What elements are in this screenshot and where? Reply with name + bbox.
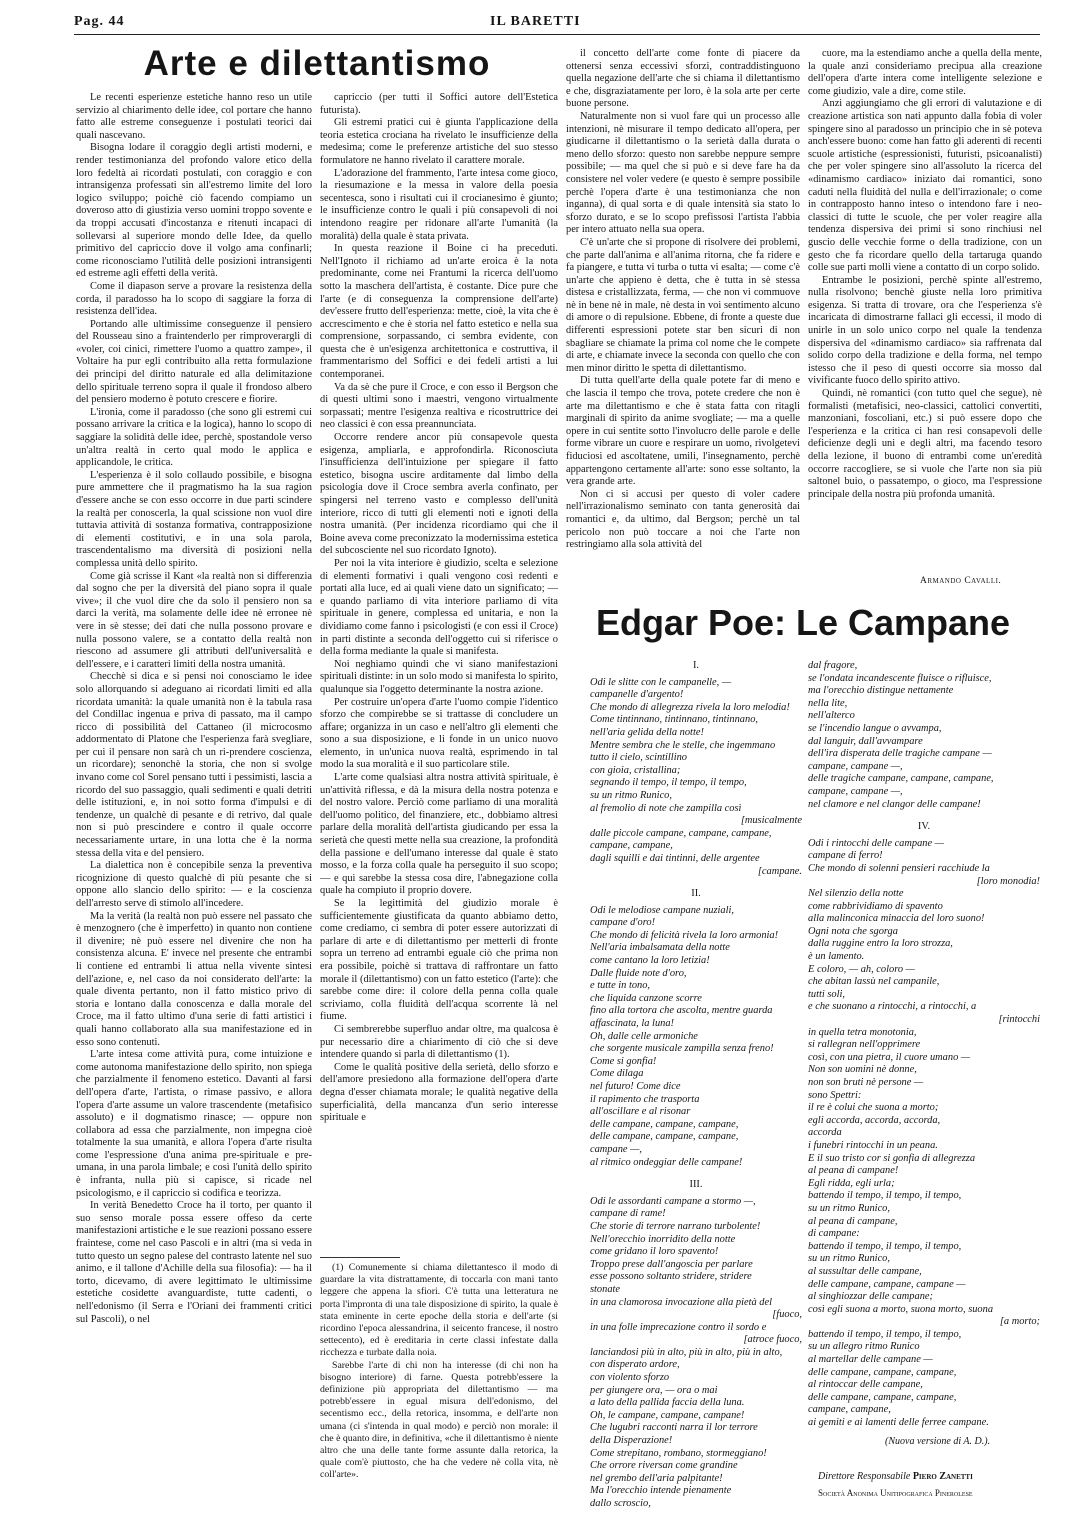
poem-line: nella lite, (808, 697, 848, 709)
poem-line: su un allegro ritmo Runico (808, 1341, 920, 1353)
poem-line: al rintoccar delle campane, (808, 1379, 923, 1391)
poem-line: su un ritmo Runico, (590, 789, 672, 801)
poem-line: al peana di campane, (808, 1215, 898, 1227)
poem-line: in quella tetra monotonia, (808, 1026, 917, 1038)
paragraph: Anzi aggiungiamo che gli errori di valutazione e di creazione artistica son nati appunto dalla fobia di voler spingere sino al paradosso un principio che in sè poteva anch'essere buono: come han fatto gli aderenti di recenti scuole artistiche (espressionisti, futuristi, psicoanalisti) che per voler spingere sino all'assoluto la ricerca del «dinamismo cardiaco» iniziato dai romantici, sono caduti nella fluidità del nulla e dell'irrazionale; o come in contrapposto hanno inteso o intendono fare i neo-classici di tutte le scuole, che per voler reagire alla tendenza dispersiva dei primi si sono rinchiusi nel guscio delle vecchie forme o della tradizione, con un gesto che fa ricordare quello della tartaruga quando colle sue parti molli viene a contatto di un corpo solido. (808, 98, 1042, 274)
paragraph: L'adorazione del frammento, l'arte intesa come gioco, la riesumazione e la messa in valore della poesia secentesca, sono i risultati cui il crocianesimo è giunto; le insufficienze contro le quali i più consapevoli di noi intendono reagire per ridonare all'arte l'umanità (la moralità) della quale è stata privata. (320, 167, 558, 242)
paragraph: Come il diapason serve a provare la resistenza della corda, il paradosso ha lo scopo di saggiare la forza di resistenza dell'idea. (76, 280, 312, 318)
poem-line: stonate (590, 1283, 621, 1295)
poem-line: delle campane, campane, campane, (808, 1366, 957, 1378)
poem-line: battendo il tempo, il tempo, il tempo, (808, 1328, 962, 1340)
poem-line: dal fragore, (808, 660, 858, 671)
poem-line: delle campane, campane, campane — (808, 1278, 966, 1290)
journal-title: IL BARETTI (490, 14, 581, 29)
footnote-rule (320, 1257, 400, 1258)
poem-line: a lato della pallida faccia della luna. (590, 1397, 745, 1409)
poem-line: se l'ondata incandescente fluisce o rifluisce, (808, 672, 992, 684)
article-column-1 (76, 92, 312, 1512)
poem-line: Oh, le campane, campane, campane! (590, 1409, 745, 1421)
translation-credit: (Nuova versione di A. D.). (885, 1436, 991, 1447)
paragraph: Bisogna lodare il coraggio degli artisti moderni, e render testimonianza del profondo valore etico della loro fedeltà ai ricordati postulati, con coraggio e con intransigenza professati sin all'estremo limite del loro logico sviluppo; poichè ciò facendo compiamo un doveroso atto di giustizia verso uomini troppo sovente e da troppi accusati d'incostanza e ritenuti incapaci di sollevarsi al superiore mondo delle Idee, da quello primitivo del capriccio dove il volgo ama confinarli; come riconosciamo l'utilità delle posizioni intransigenti ed estreme agli effetti della verità. (76, 142, 312, 280)
poem-line: della Disperazione! (590, 1435, 673, 1447)
paragraph: Naturalmente non si vuol fare qui un processo alle intenzioni, nè misurare il tempo dedicato all'opera, per giudicarne il dilettantismo o la serietà dalla durata o meno dello sforzo: questo non sarebbe neppure sempre possibile; — ma quel che si può e si deve fare ha da consistere nel voler vedere (e questo è sempre possibile perchè l'opera d'arte è una testimonianza che non inganna), di qual sorta e di quale intensità sia stato lo sforzo durato, e se lo scopo prefissosi l'artista l'abbia per intero attuato nella sua opera. (566, 110, 800, 236)
poem-line: delle campane, campane, campane, (808, 1391, 957, 1403)
poem-line: campane d'oro! (590, 917, 656, 929)
poem-line: dalla ruggine entro la loro strozza, (808, 938, 953, 950)
poem-line: Nell'orecchio inorridito della notte (590, 1233, 736, 1245)
poem-line: il rapimento che trasporta (590, 1093, 700, 1105)
paragraph: (1) Comunemente si chiama dilettantesco il modo di guardare la vita distrattamente, di toccarla con mani tanto leggere che appena la sfiori. C'è tutta una letteratura ne porta l'impronta di una tale disposizione di spirito, la quale è stata eminente in certe epoche della storia e dell'arte (si ricordino l'epoca alessandrina, il seicento francese, il nostro settecento), ed è ereditaria in certe classi infestate dalla ricchezza e turbate dalla noia. (320, 1262, 558, 1359)
poem-line: Ma l'orecchio intende pienamente (590, 1485, 732, 1497)
poem-line: dal languir, dall'avvampare (808, 735, 923, 747)
poem-line: all'oscillare e al risonar (590, 1106, 691, 1118)
poem-line: nel clamore e nel clangor delle campane! (808, 798, 981, 810)
poem-line: con gioia, cristallina; (590, 764, 681, 776)
poem-line: non son bruti nè persone — (808, 1077, 924, 1088)
printer-line: Società Anonima Unitipografica Pinerolese (818, 1488, 973, 1498)
poem-line: come gridano il loro spavento! (590, 1246, 719, 1258)
poem-line: Come dilaga (590, 1068, 644, 1080)
paragraph: Di tutta quell'arte della quale potete far di meno e che lascia il tempo che trova, potete credere che non è arte ma dilettantismo e che è stata fatta con ritagli marginali di spirito da anime svogliate; — ma a quelle opere in cui sentite sotto l'involucro delle parole e delle forme vibrare un cuore e respirare un uomo, rivolgetevi fiduciosi ed ascoltatene, umili, l'insegnamento, perchè appartengono certamente all'arte: sono esse soltanto, la vera grande arte. (566, 375, 800, 488)
stanza-gap (590, 1169, 802, 1177)
header-rule (74, 34, 1040, 35)
poem-line: Che mondo di allegrezza rivela la loro melodia! (590, 701, 790, 713)
paragraph: capriccio (per tutti il Soffici autore dell'Estetica futurista). (320, 92, 558, 116)
poem-line: in una clamorosa invocazione alla pietà del (590, 1296, 773, 1308)
paragraph: Le recenti esperienze estetiche hanno reso un utile servizio al chiarimento delle idee, col portare che hanno fatto alle estreme conseguenze i postulati teorici dai quali nascevano. (76, 92, 312, 141)
poem-line: al peana di campane! (808, 1165, 899, 1177)
paragraph: Entrambe le posizioni, perchè spinte all'estremo, nulla risolvono; benchè giuste nella loro primitiva esigenza. Si tratta di trovare, ora che l'esperienza s'è incaricata di dimostrarne fallaci gli eccessi, il modo di unirle in un solo unico corpo nel quale la tendenza dispersiva del «dinamismo cardiaco» sia raffrenata dal solido corpo della tradizione e della forma, nel tempo istesso che il peso di questi occorre sia mosso dal vivificante fuoco dello spirito attivo. (808, 274, 1042, 387)
poem-line: campane, campane —, (808, 760, 903, 772)
poem-line: campanelle d'argento! (590, 689, 684, 701)
paragraph: Ma la verità (la realtà non può essere nel passato che è menzognero (che è imperfetto) in quanto non contiene il divenire; nè può essere nel divenire che non ha consistenza alcuna. E' invece nel presente che entrambi li contiene ed entrambi li attua nella vivente sintesi dell'azione, e, nel caso da noi considerato dell'arte: la quale diventa pertanto, non il fatto mistico privo di storia e lontano dalla conoscenza e dalla morale del Croce, ma il fatto ultimo d'una serie di fatti artistici i quali hanno collaborato alla sua manifestazione ed in esso sono contenuti. (76, 910, 312, 1048)
article-title-campane: Edgar Poe: Le Campane (595, 602, 1011, 643)
poem-line: così egli suona a morto, suona morto, suona (808, 1303, 994, 1315)
poem-line: come cantano la loro letizia! (590, 955, 710, 967)
poem-line: se l'incendio langue o avvampa, (808, 722, 942, 734)
poem-line: dagli squilli e dai tintinni, delle argentee (590, 852, 760, 864)
poem-line: affascinata, la luna! (590, 1018, 674, 1030)
poem-line: Nel silenzio della notte (808, 888, 904, 900)
poem-line-continuation: [rintocchi (998, 1014, 1040, 1026)
article-column-4 (808, 48, 1042, 578)
poem-line: Egli ridda, egli urla; (808, 1177, 895, 1189)
stanza-gap (808, 811, 1040, 819)
paragraph: La dialettica non è concepibile senza la preventiva ricognizione di questo qualchè di più pesante che si oppone allo slancio dello spirito: — e la coscienza dell'arresto serve di stimolo all'incedere. (76, 860, 312, 909)
poem-line: campane, campane, (808, 1404, 891, 1416)
paragraph: In verità Benedetto Croce ha il torto, per quanto il suo senso morale possa essere offeso da certe manifestazioni artistiche e le sue reazioni possano essere fraintese, come nel caso Pascoli e in altri (ma si veda in tutto questo un segno palese del contrasto latente nel suo animo, e il tallone d'Achille della sua filosofia): — ha il torto, dicevamo, di avere legittimato le ultimissime estetiche cosidette avanguardiste, tutte cadenti, o nell'edonismo (il Serra e l'Oriani dei frammenti critici sul Pascoli), o nel (76, 1200, 312, 1325)
poem-line: Odi i rintocchi delle campane — (808, 837, 944, 849)
paragraph: Portando alle ultimissime conseguenze il pensiero del Rousseau sino a fraintenderlo per rimproverargli di «voler, coi cinici, rimettere l'uomo a quattro zampe», il Voltaire ha pur egli contribuito alla retta formulazione dei principi del diritto naturale ed alla delimitazione dello spirituale terreno sopra il quale il frondoso albero del pensiero moderno è potuto crescere e fiorire. (76, 318, 312, 406)
poem-line-continuation: [fuoco, (772, 1309, 802, 1321)
poem-line: delle campane, campane, campane, (590, 1131, 739, 1143)
poem-line: per giungere ora, — ora o mai (590, 1384, 718, 1396)
poem-line: che sorgente musicale zampilla senza freno! (590, 1043, 774, 1055)
paragraph: Noi neghiamo quindi che vi siano manifestazioni spirituali distinte: in un solo modo si manifesta lo spirito, qualunque sia l'oggetto determinante la nostra azione. (320, 658, 558, 695)
author-signature: Armando Cavalli. (920, 576, 1002, 586)
paragraph: Va da sè che pure il Croce, e con esso il Bergson che di questi ultimi sono i maestri, vengono virtualmente sorpassati; mentre l'esigenza realtiva e ricostruttrice dei neo classici è con essa preannunciata. (320, 381, 558, 431)
poem-line: Troppo prese dall'angoscia per parlare (590, 1258, 753, 1270)
paragraph: L'ironia, come il paradosso (che sono gli estremi cui possano arrivare la critica e la logica), hanno lo scopo di saggiare la solidità delle idee, perchè, spostandole verso un'altra realtà in certo qual modo le applica e applicandole, le critica. (76, 406, 312, 469)
poem-line: E coloro, — ah, coloro — (808, 963, 915, 975)
page-number: Pag. 44 (74, 14, 125, 29)
poem-line: come rabbrividiamo di spavento (808, 900, 943, 912)
poem-line-continuation: [atroce fuoco, (743, 1334, 802, 1346)
poem-line: egli accorda, accorda, accorda, (808, 1114, 941, 1126)
poem-line: e tutte in tono, (590, 980, 651, 992)
poem-line: al martellar delle campane — (808, 1354, 933, 1366)
poem-line: ma l'orecchio distingue nettamente (808, 685, 954, 697)
poem-line: dalle piccole campane, campane, campane, (590, 827, 772, 839)
poem-line: Mentre sembra che le stelle, che ingemmano (590, 739, 776, 751)
poem-line: Come strepitano, rombano, stormeggiano! (590, 1447, 767, 1459)
poem-line: ai gemiti e ai lamenti delle ferree campane. (808, 1417, 989, 1429)
paragraph: Ci sembrerebbe superfluo andar oltre, ma qualcosa è pur necessario dire a chiarimento di ciò che si deve intendere quando si parla di dilettantismo (1). (320, 1023, 558, 1061)
poem-line-continuation: [musicalmente (740, 815, 802, 827)
paragraph: Come già scrisse il Kant «la realtà non si differenzia dal sogno che per la diversità del piano sopra il quale vive»; il che vuol dire che da solo il pensiero non sa darci la verità, ma solamente delle idee nè erronee nè vere in sè stesse; dei dati che nulla possono provare e nulla possono valere, se a contatto della realtà non riescono ad assumere gli attributi dell'universalità e dell'essere, e i caratteri limiti della nostra umanità. (76, 570, 312, 670)
poem-line: al sussultar delle campane, (808, 1265, 922, 1277)
poem-line: campane di ferro! (808, 850, 883, 862)
poem-column-1 (590, 658, 802, 1511)
paragraph: Come le qualità positive della serietà, dello sforzo e dell'amore presiedono alla formazione dell'opera d'arte degna d'esser chiamata morale; le qualità negative della superficialità, della mancanza d'un serio interesse spirituale e (320, 1061, 558, 1124)
footnote (320, 1262, 558, 1517)
stanza-gap (590, 878, 802, 886)
poem-line: alla malinconica minaccia del loro suono! (808, 913, 985, 925)
poem-line: accorda (808, 1127, 842, 1139)
poem-line: campane, campane, (590, 840, 673, 852)
poem-line: al ritmico ondeggiar delle campane! (590, 1156, 743, 1168)
poem-line: su un ritmo Runico, (808, 1202, 890, 1214)
poem-line: delle campane, campane, campane, (590, 1118, 739, 1130)
poem-line: Che mondo di solenni pensieri racchiude la (808, 862, 990, 874)
paragraph: L'arte come qualsiasi altra nostra attività spirituale, è un'attività riflessa, e dà la misura della nostra potenza e del nostro valore. Perciò come parliamo di una moralità dell'uomo politico, del finanziere, etc., dobbiamo altresì parlare della moralità dell'artista giudicando per essa la serietà che questi mette nella sua creazione, la profondità della passione e dell'umano interesse dal quale è stato mosso, e la forza colla quale ha perseguito il suo scopo; — e qui sarebbe la stessa cosa dire, l'abnegazione colla quale ha compiuto il proprio dovere. (320, 772, 558, 897)
paragraph: Checchè si dica e si pensi noi conosciamo le idee solo allorquando si adeguano ai ricordati limiti ed alla ricordata umanità: la quale umanità non è la tabula rasa del Condillac ingenua e priva di passato, ma il campo ricco di possibilità del Cattaneo (il microcosmo addormentato di Platone che l'esperienza farà svegliare, per cui il pensare non sarà ch un ri-prendere coscienza, un ricordare); senonchè la storia, che non si svolge invano come col Sorel pensano tutti i pessimisti, lascia a ricordo del suo passaggio, quali sedimenti e quali detriti delle istituzioni, e, in noi sotto forma d'impulsi e di tendenze, un qualchè di pesante e di retrivo, dal quale non si può prescindere e contro il quale occorre necessariamente urtare, in una lotta che è la norma stessa della vita e del pensiero. (76, 671, 312, 859)
paragraph: Non ci si accusi per questo di voler cadere nell'irrazionalismo seminato con tanta generosità dai romantici e, da ultimo, dal Bergson; perchè un tal pericolo non può toccare a noi che l'arte non restringiamo alla sola attività del (566, 488, 800, 551)
poem-line: segnando il tempo, il tempo, il tempo, (590, 777, 747, 789)
poem-line: tutto il cielo, scintillino (590, 752, 687, 764)
paragraph: Per costruire un'opera d'arte l'uomo compie l'identico sforzo che compirebbe se si trattasse di concludere un affare; organizza in un caso e nell'altro gli elementi che sono a sua disposizione, e li fonde in un unico nuovo elemento, in un'unica nuova realtà, esprimendo in tal modo la sua moralità e il suo particolare stile. (320, 696, 558, 771)
poem-line: con disperato ardore, (590, 1359, 680, 1371)
director-line: Direttore Responsabile Piero Zanetti (818, 1471, 973, 1482)
paragraph: Gli estremi pratici cui è giunta l'applicazione della teoria estetica crociana ha rivelato le insufficienze della medesima; come le preferenze artistiche del suo stesso formulatore ne hanno rivelato il carattere morale. (320, 117, 558, 166)
poem-line: Che lugubri racconti narra il lor terrore (590, 1422, 758, 1434)
poem-line: così, con una pietra, il cuore umano — (808, 1051, 971, 1063)
poem-line: fino alla tortora che ascolta, mentre guarda (590, 1005, 773, 1017)
poem-line: in una folle imprecazione contro il sordo e (590, 1321, 767, 1333)
poem-line: i funebri rintocchi in un peana. (808, 1139, 938, 1151)
poem-line-continuation: [a morto; (999, 1316, 1040, 1328)
poem-line: Che mondo di felicità rivela la loro armonia! (590, 929, 779, 941)
poem-line: Che storie di terrore narrano turbolente! (590, 1220, 761, 1232)
poem-line: Ogni nota che sgorga (808, 925, 898, 937)
poem-line: E il suo tristo cor si gonfia di allegrezza (808, 1152, 976, 1164)
article-column-2 (320, 92, 558, 1254)
poem-line: nell'aria gelida della notte! (590, 726, 704, 738)
poem-line: tutti soli, (808, 988, 845, 1000)
section-number: III. (689, 1179, 703, 1191)
paragraph: Sarebbe l'arte di chi non ha interesse (di chi non ha bisogno interiore) di farne. Questa potrebb'essere la definizione più appropriata del dilettantismo — ma potrebb'essere in egual misura dell'edonismo, del secentismo ecc., della retorica, insomma, e dell'arte non umana (ci s'intenda in qual modo) e perciò non morale: il che è quanto dire, in definitiva, «che il dilettantismo è niente altro che una delle tante forme assunte dalla retorica, la quale com'è piuttosto, che ha che vedere nè colla vita, nè coll'arte». (320, 1359, 558, 1481)
article-column-3 (566, 48, 800, 593)
poem-line: di campane: (808, 1228, 860, 1240)
poem-line: Odi le slitte con le campanelle, — (590, 676, 732, 688)
paragraph: Occorre rendere ancor più consapevole questa esigenza, ampliarla, e approfondirla. Riconosciuta l'insufficienza dell'intuizione per spiegare il fatto estetico, bisogna uscire arditamente dal limbo della psicologia dove il Croce sembra averla confinato, per spingersi nel terreno vasto e complesso dell'unità interiore, ricco di tutti gli elementi noti e ignoti della nostra umanità. (Per incidenza ricordiamo qui che il Boine aveva come preconizzato la modernissima estetica del subcosciente nel suo ricordato Ignoto). (320, 432, 558, 557)
poem-line: che liquida canzone scorre (590, 992, 702, 1004)
poem-line: Come tintinnano, tintinnano, tintinnano, (590, 714, 758, 726)
poem-line: Non son uomini nè donne, (808, 1064, 917, 1076)
poem-line: su un ritmo Runico, (808, 1253, 890, 1265)
poem-line: è un lamento. (808, 951, 865, 963)
paragraph: Per noi la vita interiore è giudizio, scelta e selezione di elementi formativi i quali vengono così redenti e portati alla luce, ed ai quali viene dato un significato; — e quando parliamo di vita interiore parliamo di vita spirituale in genere, complessa ed unitaria, e non la dividiamo come fanno i psicologisti (e con essi il Croce) in parti distinte a seconda dell'oggetto cui si riferisce o della forma mediante la quale si manifesta. (320, 557, 558, 658)
paragraph: L'esperienza è il solo collaudo possibile, e bisogna pure ammettere che il pragmatismo ha la sua ragion d'essere anche se con esso occorre in due parti scindere la realtà per conoscerla, la qual scissione non vuol dire tuttavia attività di sostanza formativa, contrapposizione di elementi costitutivi, e in una sola parola, trascendentalismo ma diversità di posizioni nella complessa unità dello spirito. (76, 469, 312, 569)
poem-line: e che suonano a rintocchi, a rintocchi, a (808, 1001, 977, 1013)
poem-line: nell'alterco (808, 710, 855, 722)
poem-line: Odi le assordanti campane a stormo —, (590, 1195, 756, 1207)
poem-line: campane, campane —, (808, 785, 903, 797)
poem-column-2 (808, 660, 1040, 1430)
section-number: IV. (917, 821, 931, 833)
article-title-arte: Arte e dilettantismo (143, 44, 491, 83)
poem-line: Odi le melodiose campane nuziali, (590, 904, 735, 916)
paragraph: Quindi, nè romantici (con tutto quel che segue), nè formalisti (metafisici, neo-classici, cattolici convertiti, manzoniani, foscoliani, etc.) si può essere dopo che l'esperienza e la critica ci han resi consapevoli delle deficienze degli uni e degli altri, ma facendo tesoro della lezione, il buono di entrambi come un'eredità occorre raccogliere, se si vuole che l'arte non sia più saltonel buio, o passatempo, o gioco, ma l'espressione principale della nostra più profonda umanità. (808, 388, 1042, 500)
section-number: I. (692, 660, 700, 671)
poem-line: Dalle fluide note d'oro, (590, 967, 687, 979)
poem-line: battendo il tempo, il tempo, il tempo, (808, 1240, 962, 1252)
poem-line: Nell'aria imbalsamata della notte (590, 942, 730, 954)
poem-line: che abitan lassù nel campanile, (808, 976, 940, 988)
poem-line: lanciandosi più in alto, più in alto, più in alto, (590, 1346, 783, 1358)
paragraph: Se la legittimità del giudizio morale è sufficientemente giustificata da quanto abbiamo detto, come crediamo, ci sembra di poter essere autorizzati di parlare di arte e di dilettantismo per metterli di fronte sopra un terreno ad entrambi eguale ciò che prima non era possibile, poichè si trattava di raffrontare un fatto morale il (dilettantismo) con un fatto estetico (l'arte): che sarebbe come dire: il colore della penna colla quale scriviamo, colla fluidità dell'acqua scorrente là nel fiume. (320, 898, 558, 1023)
poem-line: Che orrore riversan come grandine (590, 1460, 738, 1472)
poem-line: sono Spettri: (808, 1089, 862, 1101)
poem-line: dell'ira disperata delle tragiche campane — (808, 748, 992, 760)
poem-line-continuation: [loro monodia! (976, 875, 1040, 887)
paragraph: In questa reazione il Boine ci ha preceduti. Nell'Ignoto il richiamo ad un'arte eroica è la nota predominante, come nei Frantumi la ricerca dell'uomo sotto la maschera dell'artista, è costante. Dice pure che l'arte (e di conseguenza la comprensione dell'arte) dev'essere frutto dell'esperienza: mette, cioè, la vita che è accrescimento e che è storia nel fatto estetico e nella sua comprensione, sorpassando, ci sembra evidente, con questa che è un'esigenza architettonica e costruttiva, il frammentarismo del Soffici e dei fedeli artisti a lui contemporanei. (320, 243, 558, 381)
poem-line: Oh, dalle celle armoniche (590, 1030, 698, 1042)
poem-line: Come si gonfia! (590, 1055, 657, 1067)
paragraph: C'è un'arte che si propone di risolvere dei problemi, che parte dall'anima e all'anima ritorna, che fa ridere e fa piangere, e tutta vi turba o tutta vi esalta; — come c'è un'arte che appieno è detta, che è tutta in sè stessa distesa e cristallizzata, ferma, — che non vi commuove nè in bene nè in male, nè desta in voi sentimento alcuno di amore o di repulsione. Ebbene, di fronte a queste due differenti espressioni potete star ben sicuri di non sbagliare se chiamate la prima col nome che le compete di arte, e chiamate invece la seconda con quello che con men minor diritto le spetta di dilettantismo. (566, 236, 800, 374)
poem-line: nel grembo dell'aria palpitante! (590, 1472, 723, 1484)
paragraph: il concetto dell'arte come fonte di piacere da ottenersi senza eccessivi sforzi, contraddistinguono quella negazione dell'arte che si chiama il dilettantismo e che, disgraziatamente per loro, è la sola arte per certe buone persone. (566, 48, 800, 110)
poem-line: campane —, (590, 1143, 642, 1155)
poem-line: delle tragiche campane, campane, campane, (808, 773, 994, 785)
poem-line: dallo scroscio, (590, 1498, 651, 1509)
poem-line: campane di rame! (590, 1208, 666, 1220)
poem-line-continuation: [campane. (757, 865, 802, 877)
poem-line: battendo il tempo, il tempo, il tempo, (808, 1190, 962, 1202)
poem-line: esse possono soltanto stridere, stridere (590, 1271, 752, 1283)
poem-line: nel futuro! Come dice (590, 1081, 681, 1092)
poem-line: il re è colui che suona a morto; (808, 1102, 939, 1114)
poem-line: al singhiozzar delle campane; (808, 1291, 933, 1303)
poem-line: si rallegran nell'opprimere (808, 1039, 921, 1051)
paragraph: cuore, ma la estendiamo anche a quella della mente, la quale anzi consideriamo precipua alla creazione dell'opera d'arte intera come intelligente selezione e come giudizio, vale a dire, come stile. (808, 48, 1042, 97)
poem-line: al fremolio di note che zampilla così (590, 802, 742, 814)
paragraph: L'arte intesa come attività pura, come intuizione e come autonoma manifestazione dello spirito, non spiega che parzialmente il fenomeno estetico. Davanti al farsi dell'opera d'arte, l'artista, o rimase passivo, e allora l'opera d'arte assume un valore trascendente (metafisico assoluto) e il dogmatismo rinasce; — oppure non collabora ad essa che parzialmente, non impegna cioè totalmente la sua umanità, e allora l'opera d'arte risulta come l'espressione d'una anima pre-spirituale e pre-umana, in una parola limbale; e così l'unità dello spirito è infranta, nulla più si capisce, si ricade nel psicologismo, e il capriccio si codifica e teorizza. (76, 1049, 312, 1199)
poem-line: con violento sforzo (590, 1372, 670, 1384)
section-number: II. (691, 888, 701, 900)
